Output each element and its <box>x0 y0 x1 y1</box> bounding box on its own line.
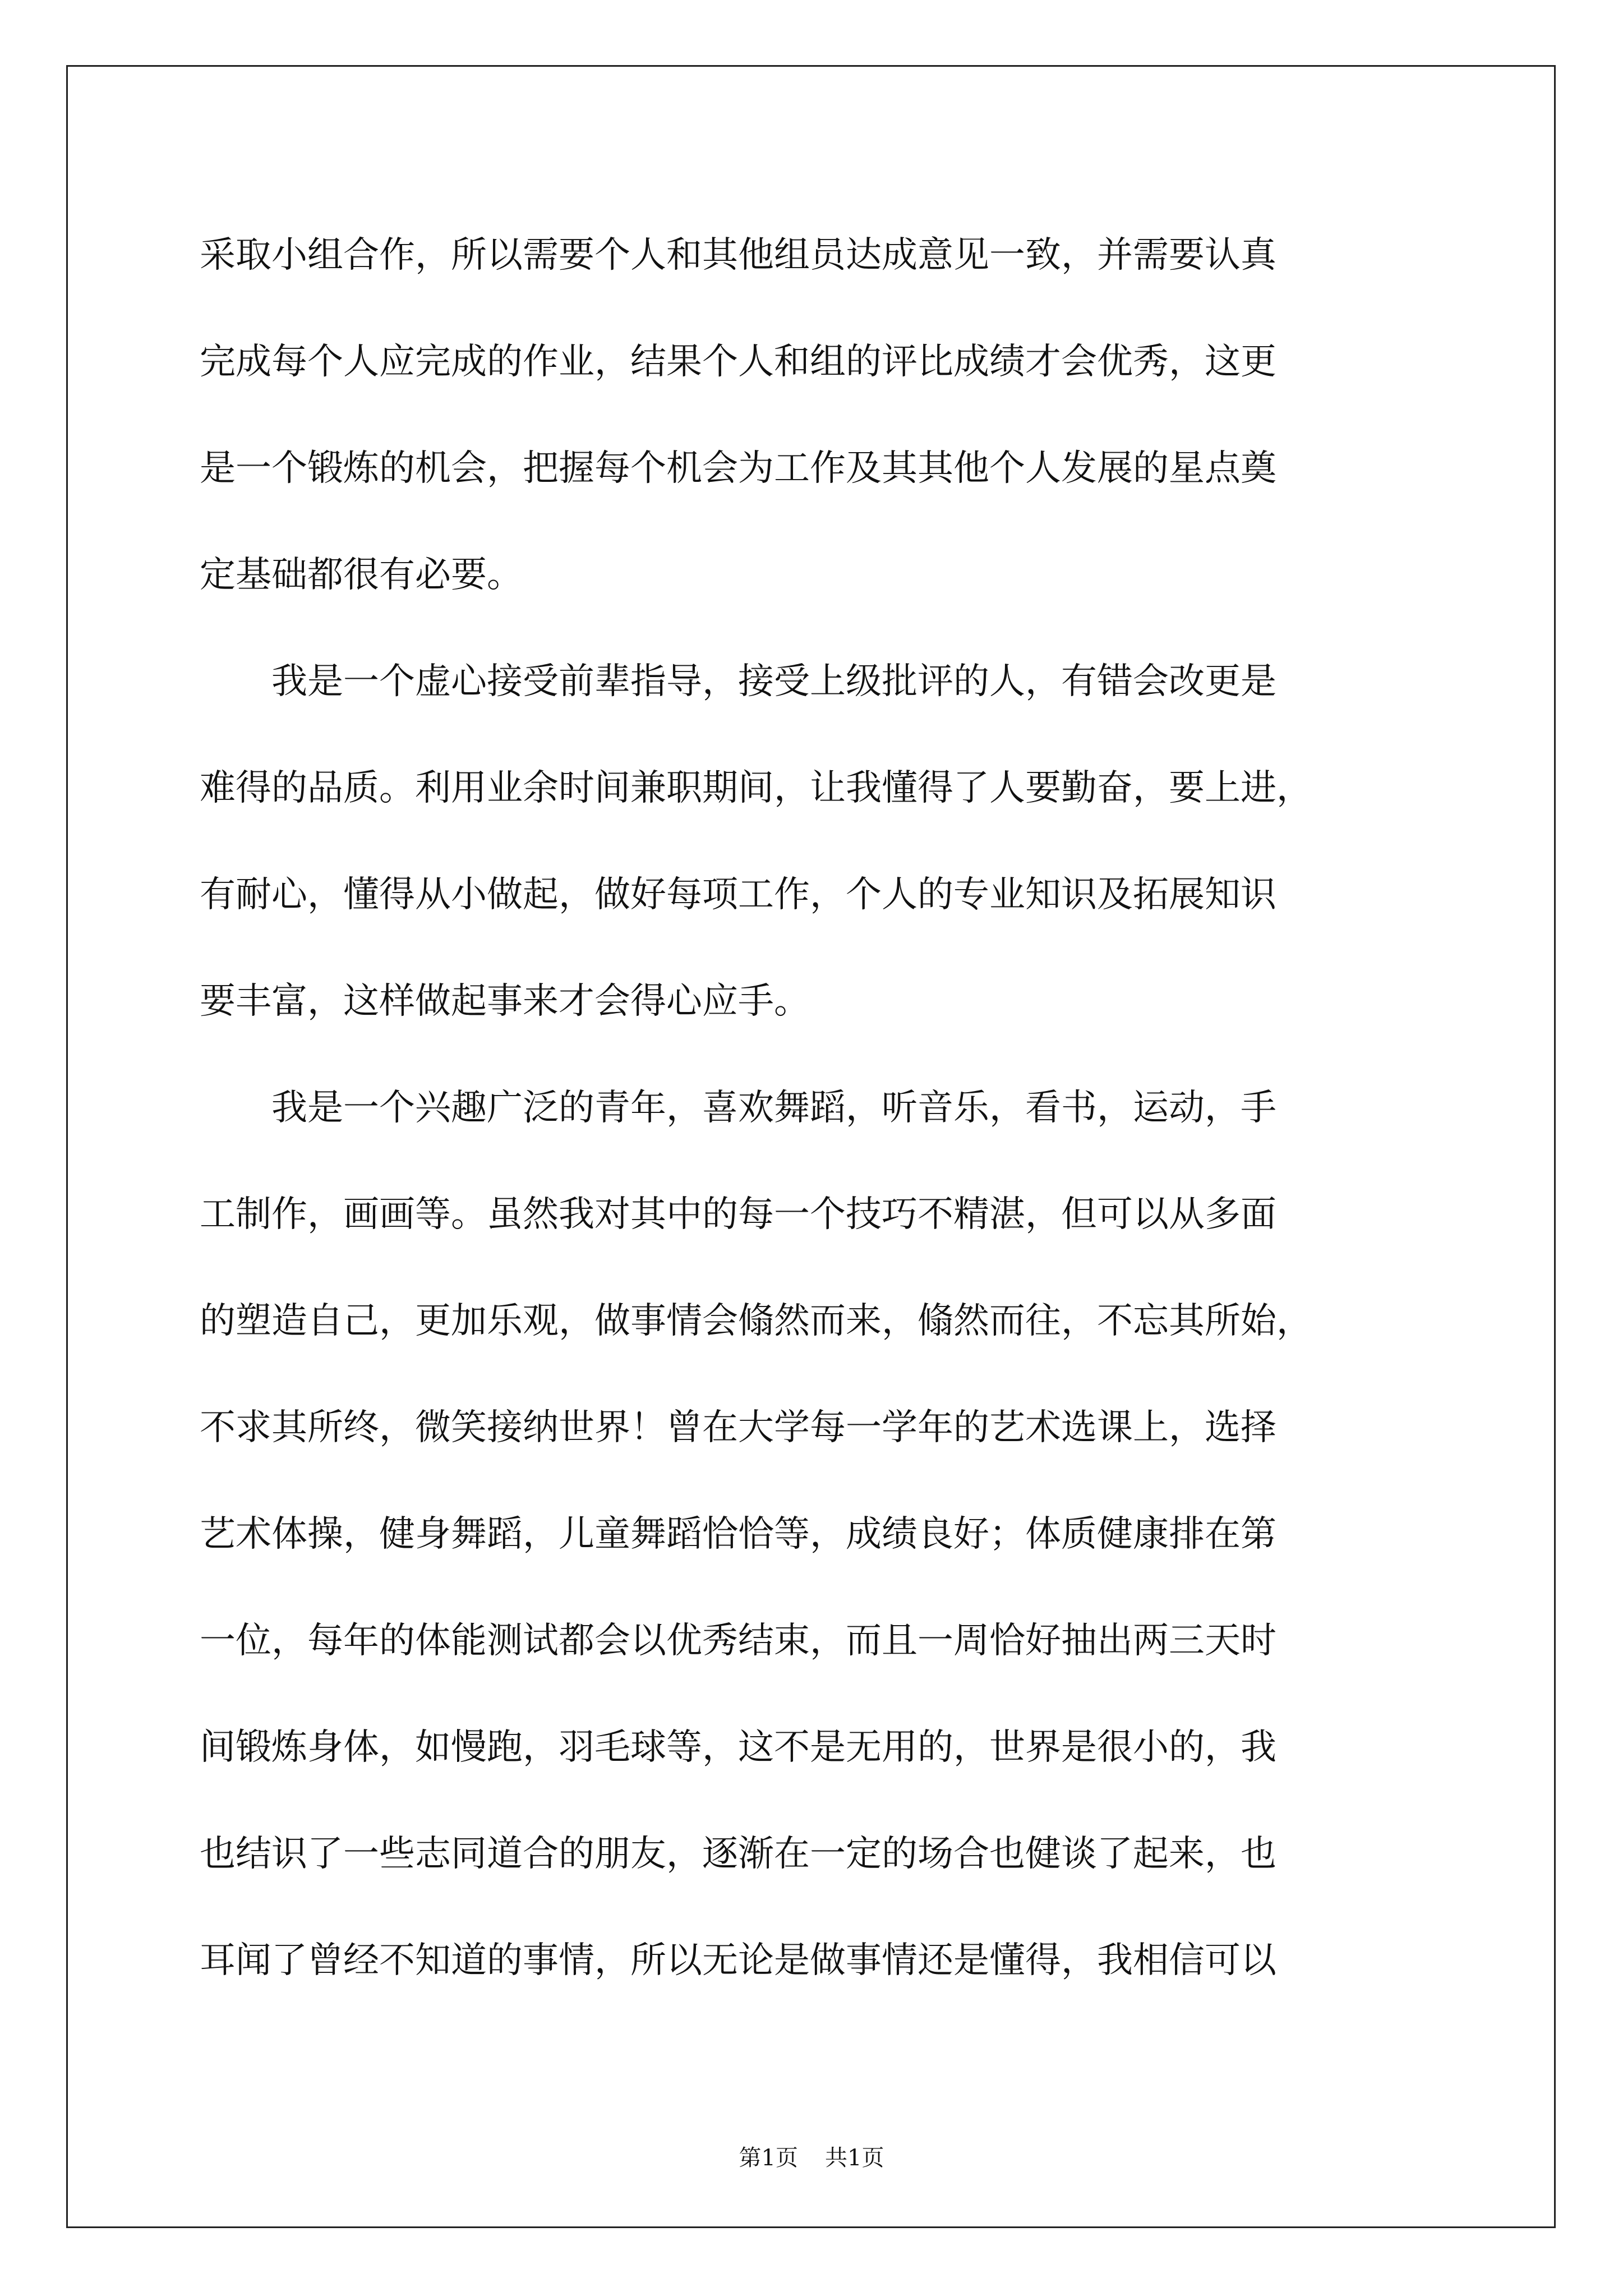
text-line: 是一个锻炼的机会，把握每个机会为工作及其其他个人发展的星点奠 <box>200 448 1276 489</box>
page-total: 共1页 <box>825 2145 884 2171</box>
text-line: 也结识了一些志同道合的朋友，逐渐在一定的场合也健谈了起来，也 <box>200 1833 1276 1875</box>
text-line: 定基础都很有必要。 <box>200 554 523 596</box>
document-body <box>200 202 1433 2014</box>
text-line: 难得的品质。利用业余时间兼职期间，让我懂得了人要勤奋，要上进， <box>200 767 1312 809</box>
paragraph-start-line: 我是一个兴趣广泛的青年，喜欢舞蹈，听音乐，看书，运动，手 <box>271 1087 1276 1129</box>
text-line: 不求其所终，微笑接纳世界！曾在大学每一学年的艺术选课上，选择 <box>200 1407 1276 1448</box>
page-number: 第1页 <box>739 2145 798 2171</box>
text-line: 有耐心，懂得从小做起，做好每项工作，个人的专业知识及拓展知识 <box>200 874 1276 915</box>
text-line: 耳闻了曾经不知道的事情，所以无论是做事情还是懂得，我相信可以 <box>200 1940 1276 1981</box>
text-line: 工制作，画画等。虽然我对其中的每一个技巧不精湛，但可以从多面 <box>200 1194 1276 1235</box>
text-line: 的塑造自己，更加乐观，做事情会翛然而来，翛然而往，不忘其所始， <box>200 1300 1312 1342</box>
text-line: 采取小组合作，所以需要个人和其他组员达成意见一致，并需要认真 <box>200 234 1276 276</box>
text-line: 要丰富，这样做起事来才会得心应手。 <box>200 981 810 1022</box>
text-line: 艺术体操，健身舞蹈，儿童舞蹈恰恰等，成绩良好；体质健康排在第 <box>200 1513 1276 1555</box>
text-line: 一位，每年的体能测试都会以优秀结束，而且一周恰好抽出两三天时 <box>200 1620 1276 1662</box>
text-line: 间锻炼身体，如慢跑，羽毛球等，这不是无用的，世界是很小的，我 <box>200 1727 1276 1768</box>
text-line: 完成每个人应完成的作业，结果个人和组的评比成绩才会优秀，这更 <box>200 341 1276 383</box>
paragraph-start-line: 我是一个虚心接受前辈指导，接受上级批评的人，有错会改更是 <box>271 661 1276 702</box>
page-footer <box>0 2140 1623 2172</box>
